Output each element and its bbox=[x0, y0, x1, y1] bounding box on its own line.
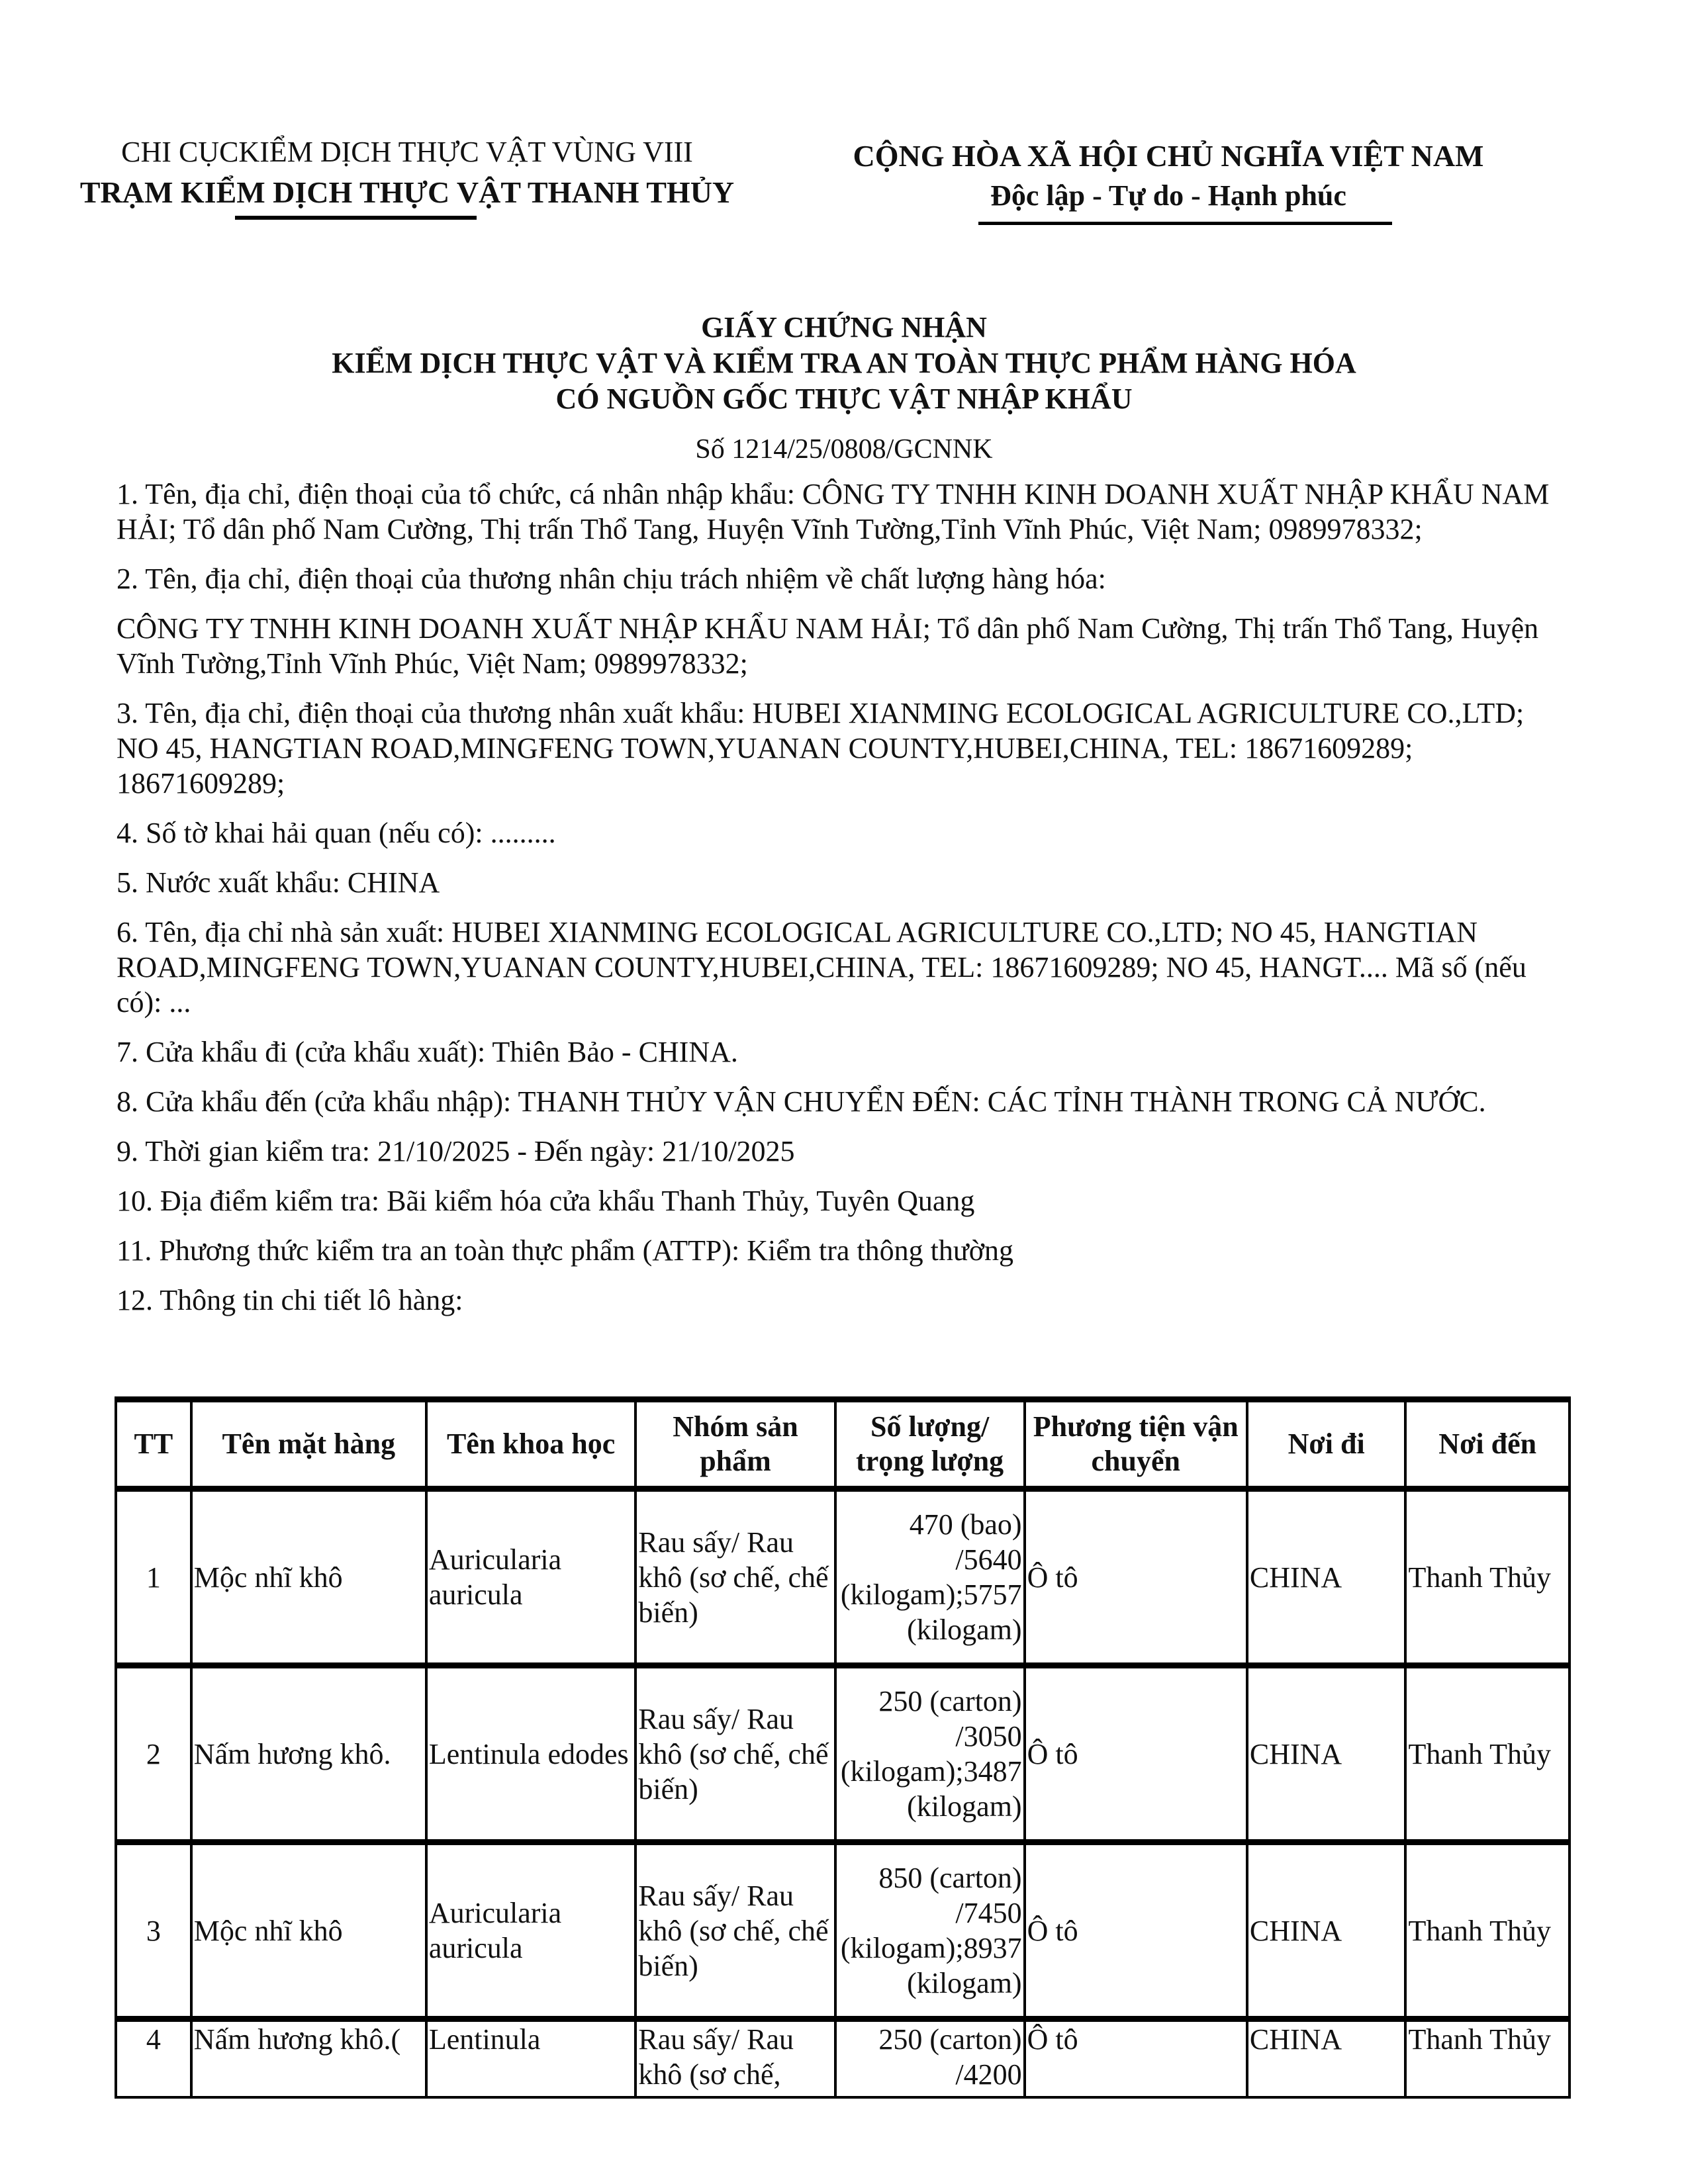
cell-transport: Ô tô bbox=[1025, 2019, 1247, 2098]
cell-quantity: 850 (carton) /7450 (kilogam);8937 (kilogam) bbox=[835, 1843, 1025, 2019]
item-inspection-time: 9. Thời gian kiểm tra: 21/10/2025 - Đến ngày: 21/10/2025 bbox=[117, 1135, 795, 1167]
cell-destination: Thanh Thủy bbox=[1405, 1666, 1570, 1843]
cell-scientific-name: Auricularia auricula bbox=[426, 1843, 636, 2019]
table-row bbox=[116, 1489, 1570, 1666]
issuing-agency-header bbox=[63, 132, 751, 220]
col-header-quantity: Số lượng/ trọng lượng bbox=[835, 1400, 1025, 1489]
cell-product-group: Rau sấy/ Rau khô (sơ chế, chế biến) bbox=[635, 1843, 835, 2019]
cell-quantity: 250 (carton) /4200 bbox=[835, 2019, 1025, 2098]
col-header-product-group: Nhóm sản phẩm bbox=[635, 1400, 835, 1489]
cell-tt: 4 bbox=[116, 2019, 191, 2098]
cell-scientific-name: Lentinula bbox=[426, 2019, 636, 2098]
cell-transport: Ô tô bbox=[1025, 1666, 1247, 1843]
item-customs-declaration: 4. Số tờ khai hải quan (nếu có): ......... bbox=[117, 817, 556, 849]
cell-product-group: Rau sấy/ Rau khô (sơ chế, chế biến) bbox=[635, 1489, 835, 1666]
cell-quantity: 470 (bao) /5640 (kilogam);5757 (kilogam) bbox=[835, 1489, 1025, 1666]
item-inspection-method: 11. Phương thức kiểm tra an toàn thực phẩm (ATTP): Kiểm tra thông thường bbox=[117, 1234, 1013, 1267]
cell-transport: Ô tô bbox=[1025, 1843, 1247, 2019]
cell-tt: 2 bbox=[116, 1666, 191, 1843]
title-line-1: GIẤY CHỨNG NHẬN bbox=[701, 311, 987, 343]
item-export-country: 5. Nước xuất khẩu: CHINA bbox=[117, 866, 440, 899]
cell-item-name: Nấm hương khô.( bbox=[191, 2019, 426, 2098]
table-row bbox=[116, 1666, 1570, 1843]
col-header-scientific-name: Tên khoa học bbox=[426, 1400, 636, 1489]
cell-scientific-name: Auricularia auricula bbox=[426, 1489, 636, 1666]
table-header-row bbox=[116, 1400, 1570, 1489]
item-exporter: 3. Tên, địa chỉ, điện thoại của thương nhân xuất khẩu: HUBEI XIANMING ECOLOGICAL AGRICULTURE CO.,LTD; NO 45, HANGTIAN ROAD,MINGFENG TOWN,YUANAN COUNTY,HUBEI,CHINA, TEL: 18671609289; 18671609289; bbox=[117, 697, 1524, 799]
col-header-transport: Phương tiện vận chuyển bbox=[1025, 1400, 1247, 1489]
certificate-title bbox=[0, 310, 1688, 467]
certificate-body bbox=[117, 477, 1573, 1332]
national-motto: Độc lập - Tự do - Hạnh phúc bbox=[990, 179, 1346, 212]
certificate-number: Số 1214/25/0808/GCNNK bbox=[695, 434, 993, 465]
table-row bbox=[116, 1843, 1570, 2019]
cell-origin: CHINA bbox=[1247, 1489, 1406, 1666]
item-lot-details-label: 12. Thông tin chi tiết lô hàng: bbox=[117, 1284, 463, 1316]
item-responsible-trader-label: 2. Tên, địa chỉ, điện thoại của thương nhân chịu trách nhiệm về chất lượng hàng hóa: bbox=[117, 563, 1106, 595]
col-header-origin: Nơi đi bbox=[1247, 1400, 1406, 1489]
title-line-2: KIỂM DỊCH THỰC VẬT VÀ KIỂM TRA AN TOÀN THỰC PHẨM HÀNG HÓA bbox=[332, 347, 1356, 379]
cell-item-name: Nấm hương khô. bbox=[191, 1666, 426, 1843]
table-row bbox=[116, 2019, 1570, 2098]
cell-origin: CHINA bbox=[1247, 1666, 1406, 1843]
cell-origin: CHINA bbox=[1247, 2019, 1406, 2098]
item-responsible-trader-value: CÔNG TY TNHH KINH DOANH XUẤT NHẬP KHẨU NAM HẢI; Tổ dân phố Nam Cường, Thị trấn Thổ Tang, Huyện Vĩnh Tường,Tỉnh Vĩnh Phúc, Việt Nam; 0989978332; bbox=[117, 612, 1539, 680]
cell-origin: CHINA bbox=[1247, 1843, 1406, 2019]
cell-scientific-name: Lentinula edodes bbox=[426, 1666, 636, 1843]
item-importer: 1. Tên, địa chỉ, điện thoại của tổ chức, cá nhân nhập khẩu: CÔNG TY TNHH KINH DOANH XUẤT NHẬP KHẨU NAM HẢI; Tổ dân phố Nam Cường, Thị trấn Thổ Tang, Huyện Vĩnh Tường,Tỉnh Vĩnh Phúc, Việt Nam; 0989978332; bbox=[117, 478, 1550, 545]
nation-name: CỘNG HÒA XÃ HỘI CHỦ NGHĨA VIỆT NAM bbox=[853, 139, 1484, 173]
col-header-item-name: Tên mặt hàng bbox=[191, 1400, 426, 1489]
national-header bbox=[824, 136, 1513, 225]
item-inspection-location: 10. Địa điểm kiểm tra: Bãi kiểm hóa cửa khẩu Thanh Thủy, Tuyên Quang bbox=[117, 1185, 975, 1217]
cell-transport: Ô tô bbox=[1025, 1489, 1247, 1666]
cell-item-name: Mộc nhĩ khô bbox=[191, 1489, 426, 1666]
cell-quantity: 250 (carton) /3050 (kilogam);3487 (kilogam) bbox=[835, 1666, 1025, 1843]
station-name: TRẠM KIỂM DỊCH THỰC VẬT THANH THỦY bbox=[79, 175, 735, 209]
item-entry-border-gate: 8. Cửa khẩu đến (cửa khẩu nhập): THANH THỦY VẬN CHUYỂN ĐẾN: CÁC TỈNH THÀNH TRONG CẢ NƯỚC. bbox=[117, 1085, 1486, 1118]
item-exit-border-gate: 7. Cửa khẩu đi (cửa khẩu xuất): Thiên Bảo - CHINA. bbox=[117, 1036, 738, 1068]
cell-item-name: Mộc nhĩ khô bbox=[191, 1843, 426, 2019]
cell-destination: Thanh Thủy bbox=[1405, 1843, 1570, 2019]
col-header-tt: TT bbox=[116, 1400, 191, 1489]
cell-destination: Thanh Thủy bbox=[1405, 1489, 1570, 1666]
lot-details-table bbox=[115, 1396, 1571, 2099]
parent-agency-name: CHI CỤCKIỂM DỊCH THỰC VẬT VÙNG VIII bbox=[121, 136, 693, 168]
cell-product-group: Rau sấy/ Rau khô (sơ chế, chế biến) bbox=[635, 1666, 835, 1843]
col-header-destination: Nơi đến bbox=[1405, 1400, 1570, 1489]
cell-product-group: Rau sấy/ Rau khô (sơ chế, bbox=[635, 2019, 835, 2098]
agency-underline bbox=[235, 216, 477, 220]
cell-destination: Thanh Thủy bbox=[1405, 2019, 1570, 2098]
item-manufacturer: 6. Tên, địa chỉ nhà sản xuất: HUBEI XIANMING ECOLOGICAL AGRICULTURE CO.,LTD; NO 45, HANGTIAN ROAD,MINGFENG TOWN,YUANAN COUNTY,HUBEI,CHINA, TEL: 18671609289; NO 45, HANGT.... Mã số (nếu có): ... bbox=[117, 916, 1526, 1019]
motto-underline bbox=[978, 222, 1392, 225]
cell-tt: 3 bbox=[116, 1843, 191, 2019]
title-line-3: CÓ NGUỒN GỐC THỰC VẬT NHẬP KHẨU bbox=[555, 383, 1133, 415]
cell-tt: 1 bbox=[116, 1489, 191, 1666]
